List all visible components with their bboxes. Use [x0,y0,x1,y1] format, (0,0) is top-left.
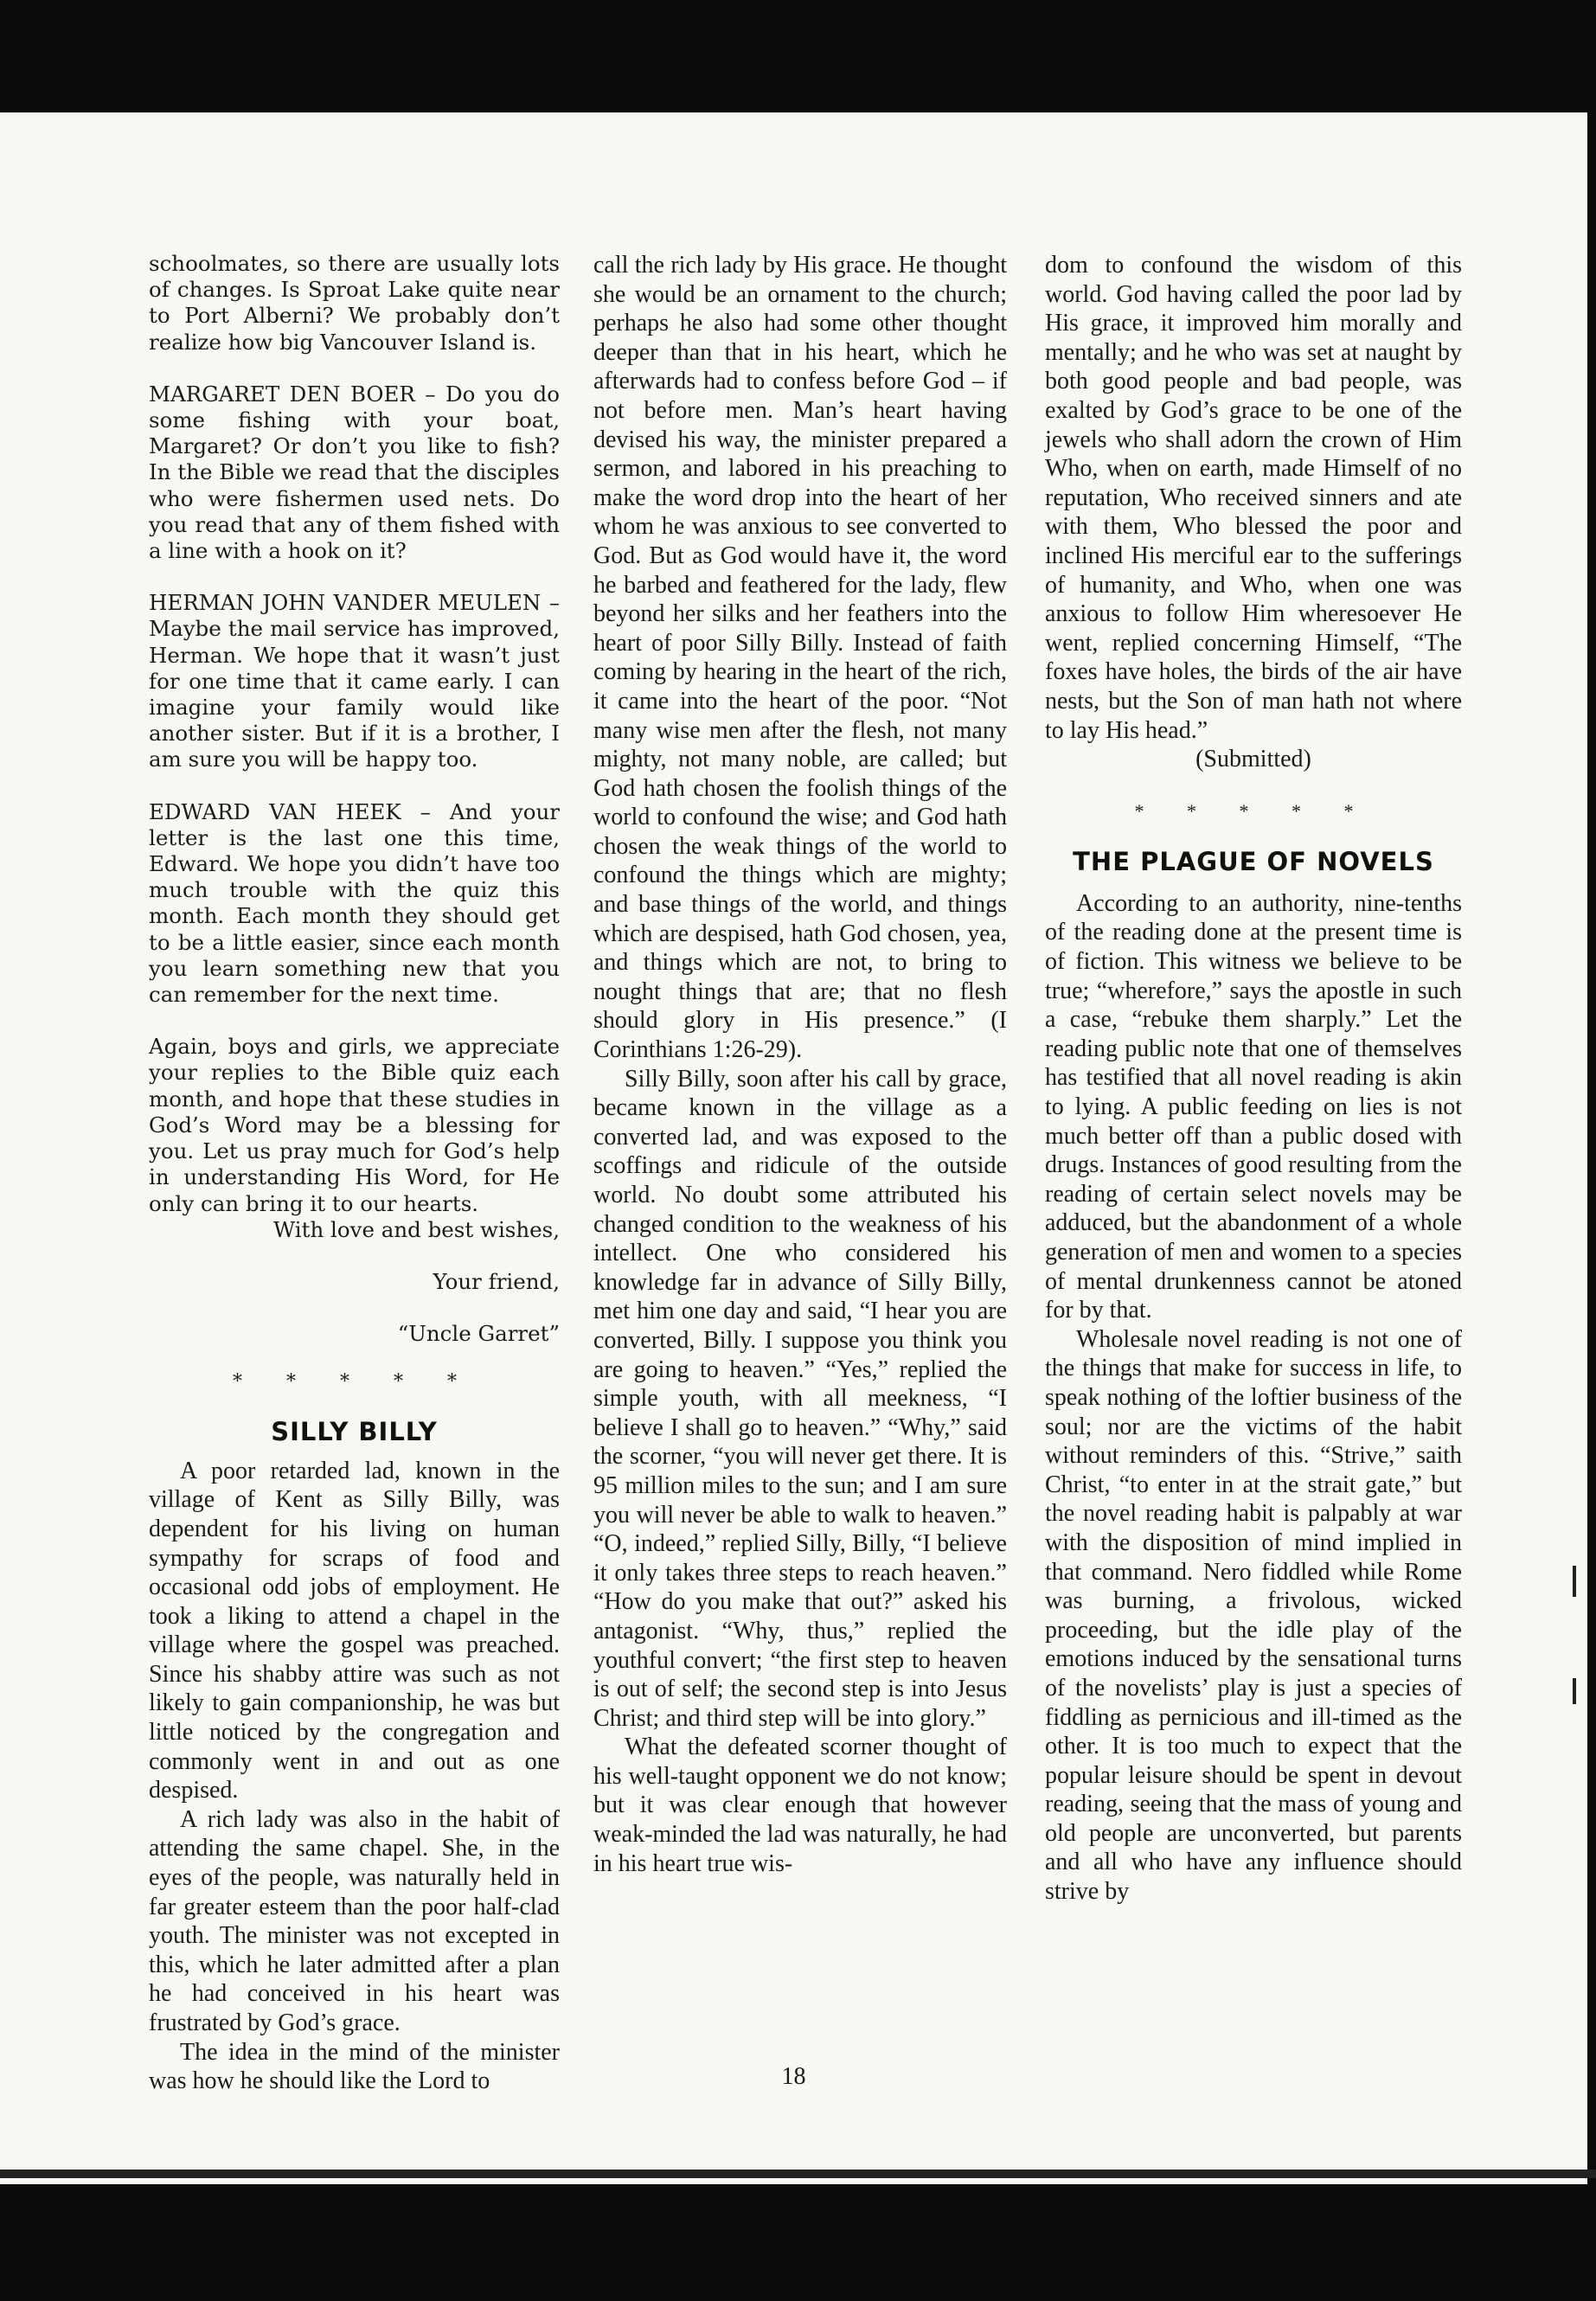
paragraph: EDWARD VAN HEEK – And your letter is the last one this time, Edward. We hope you didn’t have too much trouble with the quiz this month. Each month they should get to be a little easier, since each month you learn something new that you can remember for the next time. [149,798,560,1008]
article-heading: THE PLAGUE OF NOVELS [1073,847,1434,877]
paragraph: HERMAN JOHN VANDER MEULEN – Maybe the mail service has improved, Herman. We hope that it wasn’t just for one time that it came early. I can imagine your family would like another sister. But if it is a brother, I am sure you will be happy too. [149,590,560,772]
paragraph: call the rich lady by His grace. He thought she would be an ornament to the church; perhaps he also had some other thought deeper than that in his heart, which he afterwards had to confess before God – if not before men. Man’s heart having devised his way, the minister prepared a sermon, and labored in his preaching to make the word drop into the heart of her whom he was anxious to see converted to God. But as God would have it, the word he barbed and feathered for the lady, flew beyond her silks and her feathers into the heart of poor Silly Billy. Instead of faith coming by hearing in the heart of the rich, it came into the heart of the poor. “Not many wise men after the flesh, not many mighty, not many noble, are called; but God hath chosen the foolish things of the world to confound the wise; and God hath chosen the weak things of the world to confound the things which are mighty; and base things of the world, and things which are despised, hath God chosen, yea, and things which are not, to bring to nought things that are; that no flesh should glory in His presence.” (I Corinthians 1:26-29). [593,252,1007,1064]
section-divider: * * * * * [1134,799,1373,822]
bottom-rule [0,2170,1596,2178]
column-left [149,251,560,2096]
paragraph: Silly Billy, soon after his call by grace, became known in the village as a converted lad, and was exposed to the scoffings and ridicule of the outside world. No doubt some attributed his changed condition to the weakness of his intellect. One who considered his knowledge far in advance of Silly Billy, met him one day and said, “I hear you are converted, Billy. I suppose you think you are going to heaven.” “Yes,” replied the simple youth, with all meekness, “I believe I shall go to heaven.” “Why,” said the scorner, “you will never get there. It is 95 million miles to the sun; and I am sure you will never be able to walk to heaven.” “O, indeed,” replied Silly, Billy, “I believe it only takes three steps to reach heaven.” “How do you make that out?” asked his antagonist. “Why, thus,” replied the youthful convert; “the first step to heaven is out of self; the second step is into Jesus Christ; and third step will be into glory.” [593,1065,1007,1732]
paragraph: A rich lady was also in the habit of attending the same chapel. She, in the eyes of the people, was naturally held in far greater esteem than the poor half-clad youth. The minister was not excepted in this, which he later admitted after a plan he had conceived in his heart was frustrated by God’s grace. [149,1805,560,2036]
signature-line: With love and best wishes, [273,1216,560,1242]
column-right [1045,251,1462,1907]
edge-mark [1573,1678,1576,1704]
paragraph: The idea in the mind of the minister was how he should like the Lord to [149,2038,560,2095]
article-heading: SILLY BILLY [271,1416,438,1446]
edge-mark [1573,1566,1576,1597]
signature-line: Your friend, [433,1268,560,1294]
paragraph: Wholesale novel reading is not one of the things that make for success in life, to speak nothing of the loftier business of the soul; nor are the victims of the habit without reminders of this. “Strive,” saith Christ, “to enter in at the strait gate,” but the novel reading habit is palpably at war with the disposition of mind implied in that command. Nero fiddled while Rome was burning, a frivolous, wicked proceeding, but the idle play of the emotions induced by the sensational turns of the novelists’ play is just a species of fiddling as pernicious and ill-timed as the other. It is too much to expect that the popular leisure should be spent in devout reading, seeing that the mass of young and old people are unconverted, but parents and all who have any influence should strive by [1045,1325,1462,1906]
column-middle [593,251,1007,1878]
page-number: 18 [781,2063,806,2090]
paragraph: A poor retarded lad, known in the village of Kent as Silly Billy, was dependent for his living on human sympathy for scraps of food and occasional odd jobs of employment. He took a liking to attend a chapel in the village where the gospel was preached. Since his shabby attire was such as not likely to gain companionship, he was but little noticed by the congregation and commonly went in and out as one despised. [149,1457,560,1804]
paragraph: Again, boys and girls, we appreciate your replies to the Bible quiz each month, and hope that these studies in God’s Word may be a blessing for you. Let us pray much for God’s help in understanding His Word, for He only can bring it to our hearts. [149,1034,560,1216]
paragraph: MARGARET DEN BOER – Do you do some fishing with your boat, Margaret? Or don’t you like to fish? In the Bible we read that the disciples who were fishermen used nets. Do you read that any of them fished with a line with a hook on it? [149,381,560,564]
paragraph: According to an authority, nine-tenths of the reading done at the present time is of fiction. This witness we believe to be true; “wherefore,” says the apostle in such a case, “rebuke them sharply.” Let the reading public note that one of themselves has testified that all novel reading is akin to lying. A public feeding on lies is not much better off than a public dosed with drugs. Instances of good resulting from the reading of certain select novels may be adduced, but the abandonment of a whole generation of men and women to a species of mental drunkenness cannot be atoned for by that. [1045,889,1462,1324]
paragraph: What the defeated scorner thought of his well-taught opponent we do not know; but it was clear enough that however weak-minded the lad was naturally, he had in his heart true wis- [593,1734,1007,1877]
paragraph: schoolmates, so there are usually lots of changes. Is Sproat Lake quite near to Port Alberni? We probably don’t realize how big Vancouver Island is. [149,251,560,355]
section-divider: * * * * * [233,1371,476,1394]
signature-line: “Uncle Garret” [397,1321,560,1347]
paragraph: dom to confound the wisdom of this world. God having called the poor lad by His grace, it improved him morally and mentally; and he who was set at naught by both good people and bad people, was exalted by God’s grace to be one of the jewels who shall adorn the crown of Him Who, when on earth, made Himself of no reputation, Who received sinners and ate with them, Who blessed the poor and inclined His merciful ear to the sufferings of humanity, and Who, when one was anxious to follow Him wheresoever He went, replied concerning Himself, “The foxes have holes, the birds of the air have nests, but the Son of man hath not where to lay His head.” [1045,252,1462,744]
submitted-note: (Submitted) [1195,746,1311,773]
